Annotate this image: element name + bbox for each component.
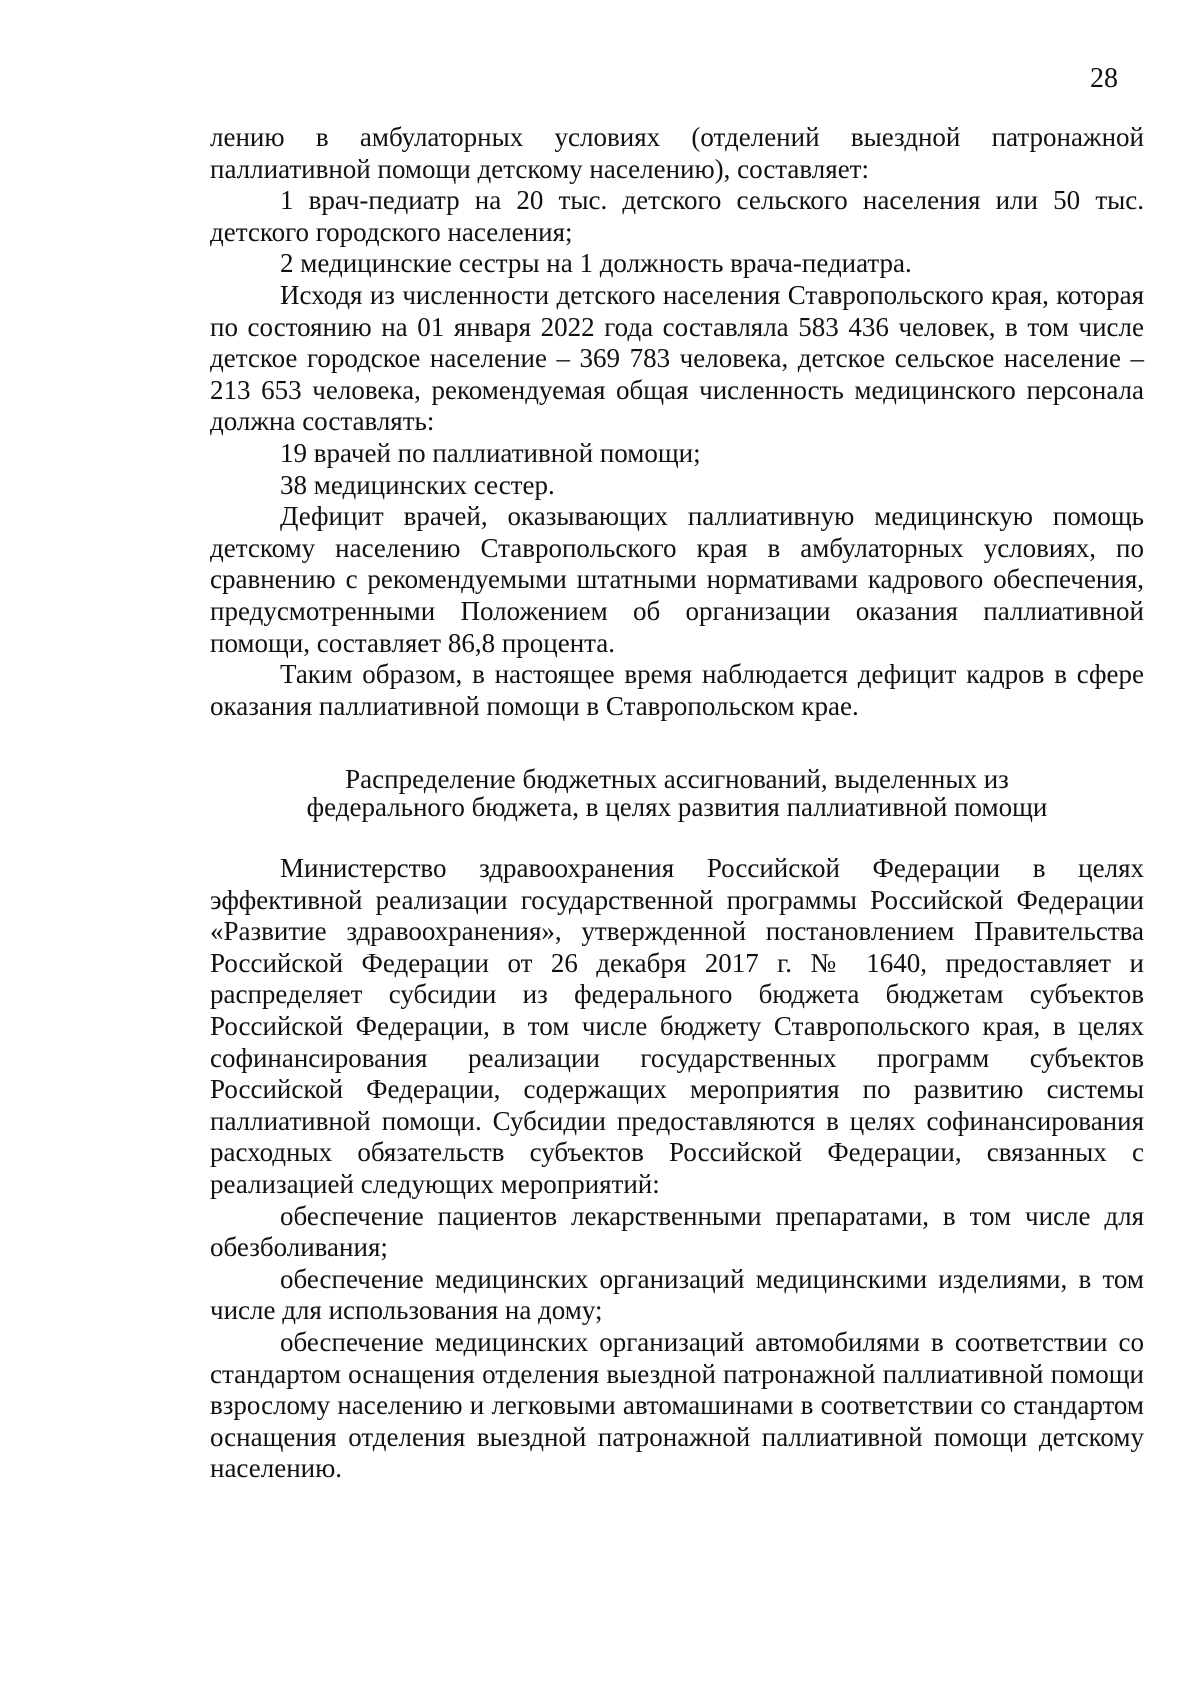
document-body-top [210,122,1144,722]
paragraph-population: Исходя из численности детского населения Ставропольского края, которая по состоянию на 01 января 2022 года составляла 583 436 человек, в том числе детское городское население – 369 783 человека, детское сельское население – 213 653 человека, рекомендуемая общая численность медицинского персонала должна составлять: [210,279,1144,437]
document-body-bottom [210,853,1144,1485]
paragraph-deficit: Дефицит врачей, оказывающих паллиативную медицинскую помощь детскому населению Ставропольского края в амбулаторных условиях, по сравнению с рекомендуемыми штатными нормативами кадрового обеспечения, предусмотренными Положением об организации оказания паллиативной помощи, составляет 86,8 процента. [210,501,1144,658]
section-heading [210,765,1144,821]
paragraph-conclusion: Таким образом, в настоящее время наблюдается дефицит кадров в сфере оказания паллиативной помощи в Ставропольском крае. [210,659,1144,721]
paragraph-staffing-norm-doctor: 1 врач-педиатр на 20 тыс. детского сельского населения или 50 тыс. детского городского населения; [210,185,1144,247]
paragraph-staffing-norm-nurses: 2 медицинские сестры на 1 должность врача-педиатра. [280,248,912,279]
page-number: 28 [1090,63,1118,94]
section-heading-line-1: Распределение бюджетных ассигнований, выделенных из [345,764,1009,794]
section-heading-line-2: федерального бюджета, в целях развития паллиативной помощи [306,792,1048,822]
list-item-medical-devices: обеспечение медицинских организаций медицинскими изделиями, в том числе для использования на дому; [210,1263,1144,1326]
paragraph-ministry-subsidies: Министерство здравоохранения Российской Федерации в целях эффективной реализации государственной программы Российской Федерации «Развитие здравоохранения», утвержденной постановлением Правительства Российской Федерации от 26 декабря 2017 г. № 1640, предоставляет и распределяет субсидии из федерального бюджета бюджетам субъектов Российской Федерации, в том числе бюджету Ставропольского края, в целях софинансирования реализации государственных программ субъектов Российской Федерации, содержащих мероприятия по развитию системы паллиативной помощи. Субсидии предоставляются в целях софинансирования расходных обязательств субъектов Российской Федерации, связанных с реализацией следующих мероприятий: [210,853,1144,1199]
paragraph-nurses-count: 38 медицинских сестер. [280,469,555,500]
list-item-medicines: обеспечение пациентов лекарственными препаратами, в том числе для обезболивания; [210,1200,1144,1263]
list-item-vehicles: обеспечение медицинских организаций автомобилями в соответствии со стандартом оснащения отделения выездной патронажной паллиативной помощи взрослому населению и легковыми автомашинами в соответствии со стандартом оснащения отделения выездной патронажной паллиативной помощи детскому населению. [210,1326,1144,1484]
paragraph-doctors-count: 19 врачей по паллиативной помощи; [280,437,701,468]
paragraph-continuation: лению в амбулаторных условиях (отделений выездной патронажной паллиативной помощи детскому населению), составляет: [210,122,1144,184]
